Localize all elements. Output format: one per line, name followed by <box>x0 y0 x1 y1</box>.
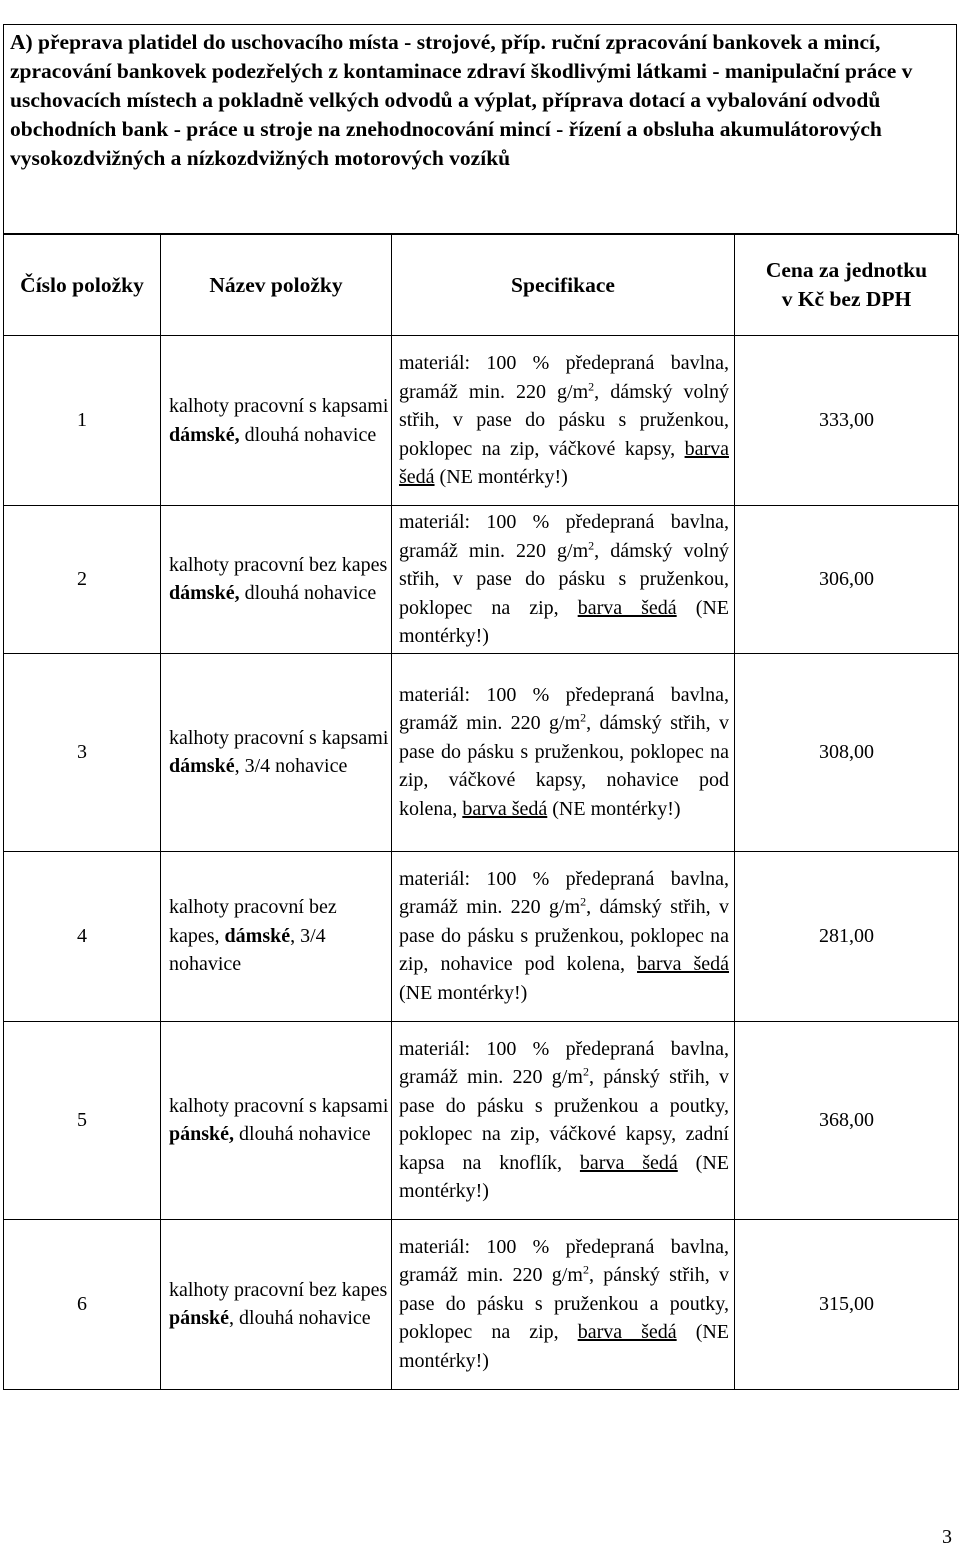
column-header-price <box>735 235 959 336</box>
item-name-bold: dámské, <box>169 423 240 446</box>
table-row <box>4 851 959 1021</box>
column-header-price-line1: Cena za jednotku <box>765 258 928 282</box>
table-row <box>4 1219 959 1389</box>
spec-color-underlined: barva šedá <box>462 797 548 820</box>
item-name: kalhoty pracovní bez kapes, dámské, 3/4 nohavice <box>161 851 392 1021</box>
item-price: 315,00 <box>735 1219 959 1389</box>
column-header-name: Název položky <box>161 235 392 336</box>
item-name: kalhoty pracovní s kapsami dámské, 3/4 nohavice <box>161 653 392 851</box>
table-row <box>4 653 959 851</box>
item-name: kalhoty pracovní s kapsami pánské, dlouhá nohavice <box>161 1021 392 1219</box>
item-price: 306,00 <box>735 506 959 654</box>
spec-color-underlined: barva šedá <box>577 1321 677 1344</box>
spec-color-underlined: barva šedá <box>577 596 677 619</box>
item-number: 2 <box>4 506 161 654</box>
spec-color-underlined: barva šedá <box>637 953 730 976</box>
item-price: 333,00 <box>735 336 959 506</box>
item-number: 4 <box>4 851 161 1021</box>
item-spec: materiál: 100 % předepraná bavlna, gramáž min. 220 $g/m^2$, dámský střih, v pase do pásku s pruženkou, poklopec na zip, váčkové kapsy, nohavice pod kolena, barva šedá (NE montérky!) <box>392 653 735 851</box>
item-name: kalhoty pracovní s kapsami dámské, dlouhá nohavice <box>161 336 392 506</box>
spec-color-underlined: barva šedá <box>399 437 729 489</box>
item-price: 308,00 <box>735 653 959 851</box>
column-header-number: Číslo položky <box>4 235 161 336</box>
table-body <box>4 336 959 1390</box>
item-number: 3 <box>4 653 161 851</box>
item-name: kalhoty pracovní bez kapes pánské, dlouhá nohavice <box>161 1219 392 1389</box>
table-row <box>4 506 959 654</box>
item-name-bold: pánské, <box>169 1123 235 1145</box>
item-name: kalhoty pracovní bez kapes dámské, dlouhá nohavice <box>161 506 392 654</box>
item-name-bold: dámské, <box>169 582 240 605</box>
item-spec: materiál: 100 % předepraná bavlna, gramáž min. 220 $g/m^2$, pánský střih, v pase do pásku s pruženkou a poutky, poklopec na zip, barva šedá (NE montérky!) <box>392 1219 735 1389</box>
column-header-spec: Specifikace <box>392 235 735 336</box>
item-number: 1 <box>4 336 161 506</box>
item-spec: materiál: 100 % předepraná bavlna, gramáž min. 220 $g/m^2$, dámský volný střih, v pase do pásku s pruženkou, poklopec na zip, váčkové kapsy, barva šedá (NE montérky!) <box>392 336 735 506</box>
item-number: 5 <box>4 1021 161 1219</box>
page-number: 3 <box>942 1526 952 1548</box>
table-header-row <box>4 235 959 336</box>
item-spec: materiál: 100 % předepraná bavlna, gramáž min. 220 $g/m^2$, dámský volný střih, v pase do pásku s pruženkou, poklopec na zip, barva šedá (NE montérky!) <box>392 506 735 654</box>
item-name-bold: dámské <box>169 755 235 777</box>
spec-color-underlined: barva šedá <box>579 1151 678 1174</box>
item-name-bold: pánské <box>169 1307 230 1329</box>
item-number: 6 <box>4 1219 161 1389</box>
table-row <box>4 1021 959 1219</box>
item-price: 368,00 <box>735 1021 959 1219</box>
item-spec: materiál: 100 % předepraná bavlna, gramáž min. 220 $g/m^2$, dámský střih, v pase do pásku s pruženkou, poklopec na zip, nohavice pod kolena, barva šedá (NE montérky!) <box>392 851 735 1021</box>
column-header-price-line2: v Kč bez DPH <box>781 287 912 311</box>
item-spec: materiál: 100 % předepraná bavlna, gramáž min. 220 $g/m^2$, pánský střih, v pase do pásku s pruženkou a poutky, poklopec na zip, váčkové kapsy, zadní kapsa na knoflík, barva šedá (NE montérky!) <box>392 1021 735 1219</box>
table-row <box>4 336 959 506</box>
section-header-text: A) přeprava platidel do uschovacího místa - strojové, příp. ruční zpracování bankovek a mincí, zpracování bankovek podezřelých z kontaminace zdraví škodlivými látkami - manipulační práce v uschovacích místech a pokladně velkých odvodů a výplat, příprava dotací a vybalování odvodů obchodních bank - práce u stroje na znehodnocování mincí - řízení a obsluha akumulátorových vysokozdvižných a nízkozdvižných motorových vozíků <box>10 30 913 170</box>
item-name-bold: dámské <box>224 924 291 947</box>
item-price: 281,00 <box>735 851 959 1021</box>
price-table <box>3 234 959 1390</box>
